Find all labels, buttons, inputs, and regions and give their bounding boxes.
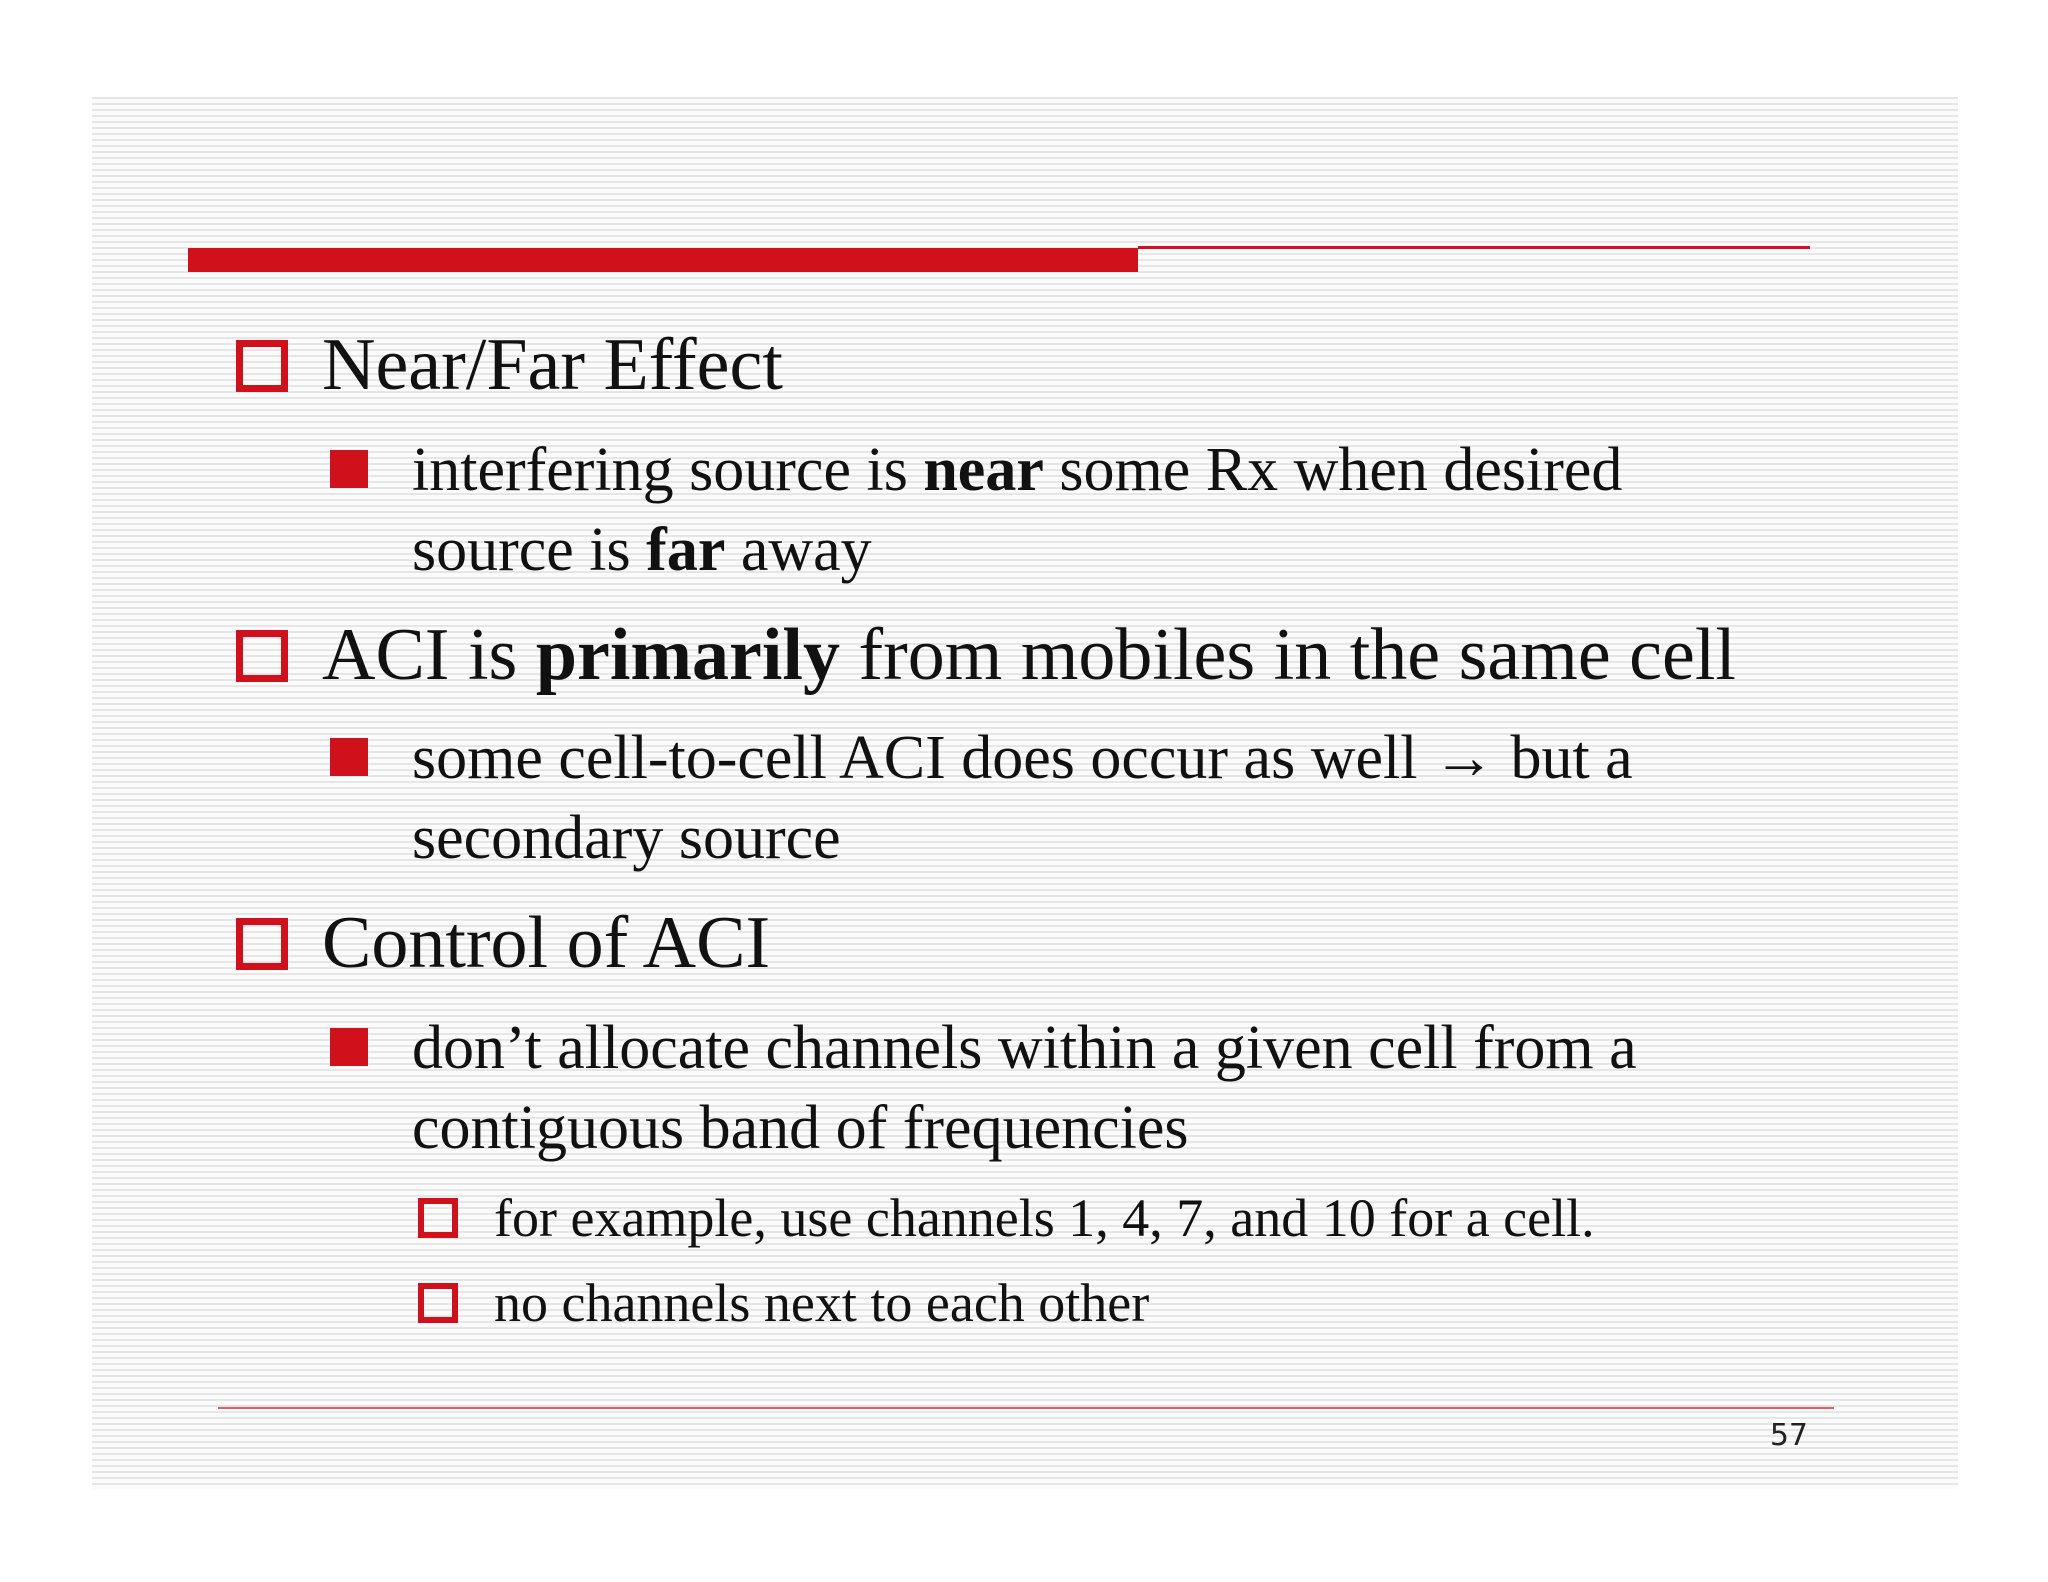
- hollow-square-icon: [418, 1283, 458, 1323]
- filled-square-icon: [330, 738, 368, 776]
- hollow-square-icon: [236, 340, 288, 392]
- subsubbullet-example-channels: for example, use channels 1, 4, 7, and 10 for a cell.: [494, 1188, 1595, 1248]
- footer-rule: [218, 1407, 1834, 1409]
- bullet-control-of-aci: Control of ACI: [322, 902, 771, 984]
- subbullet-allocate-line1: don’t allocate channels within a given cell from a: [412, 1014, 1637, 1082]
- subbullet-near-far-line1: interfering source is near some Rx when desired: [412, 436, 1623, 504]
- subbullet-allocate-line2: contiguous band of frequencies: [412, 1094, 1189, 1162]
- page-number: 57: [1769, 1418, 1808, 1453]
- hollow-square-icon: [418, 1198, 458, 1238]
- subbullet-cell-to-cell-line2: secondary source: [412, 804, 841, 872]
- hollow-square-icon: [236, 630, 288, 682]
- filled-square-icon: [330, 450, 368, 488]
- subbullet-cell-to-cell-line1: some cell-to-cell ACI does occur as well → but a: [412, 724, 1633, 792]
- bullet-aci-primarily: ACI is primarily from mobiles in the same cell: [322, 614, 1736, 696]
- subsubbullet-no-adjacent: no channels next to each other: [494, 1273, 1150, 1333]
- title-bar-thin: [1138, 246, 1810, 249]
- bullet-near-far-effect: Near/Far Effect: [322, 324, 783, 406]
- hollow-square-icon: [236, 918, 288, 970]
- subbullet-near-far-line2: source is far away: [412, 516, 872, 584]
- filled-square-icon: [330, 1028, 368, 1066]
- title-bar-thick: [188, 248, 1138, 272]
